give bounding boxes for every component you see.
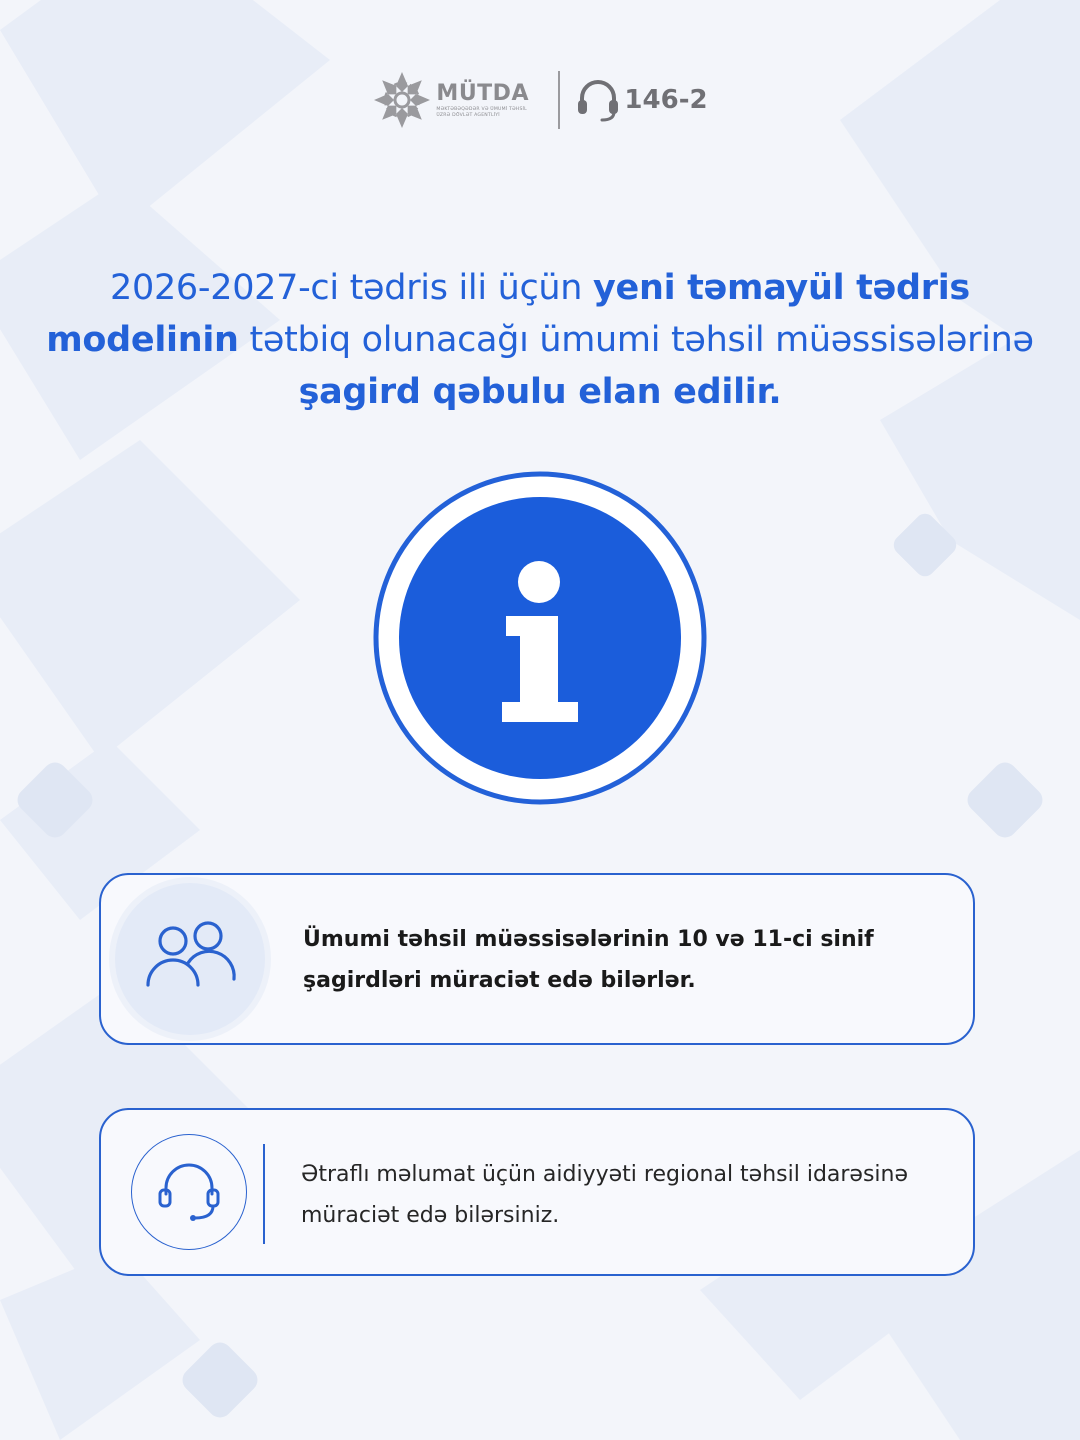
- headset-icon: [576, 76, 620, 124]
- header-divider: [558, 71, 560, 129]
- headline-bold-2: şagird qəbulu elan edilir.: [298, 372, 782, 412]
- hotline-number: 146-2: [624, 84, 708, 115]
- eligibility-card: [99, 873, 975, 1045]
- headset-icon: [147, 1150, 231, 1234]
- headline-part-1: 2026-2027-ci tədris ili üçün: [110, 268, 593, 308]
- logo-name: MÜTDA: [436, 80, 529, 106]
- logo-subtitle: MƏKTƏBƏQƏDƏR VƏ ÜMUMİ TƏHSİL ÜZRƏ DÖVLƏT AGENTLİYİ: [436, 106, 527, 118]
- headline-part-2: tətbiq olunacağı ümumi təhsil müəssisələrinə: [238, 320, 1034, 360]
- headset-icon-circle: [131, 1134, 247, 1250]
- header: [0, 62, 1080, 137]
- headline: [40, 262, 1040, 418]
- ornament-logo-icon: [372, 70, 432, 130]
- contact-card: [99, 1108, 975, 1276]
- contact-text: Ətraflı məlumat üçün aidiyyəti regional təhsil idarəsinə müraciət edə bilərsiniz.: [301, 1162, 909, 1228]
- card-divider: [263, 1144, 265, 1244]
- headline-bold-1: yeni təmayül tədris modelinin: [46, 268, 970, 360]
- info-icon: [372, 470, 708, 806]
- mutda-logo: [372, 70, 540, 130]
- hotline[interactable]: [576, 76, 707, 124]
- people-icon: [142, 919, 238, 999]
- people-icon-circle: [115, 883, 265, 1035]
- eligibility-text: Ümumi təhsil müəssisələrinin 10 və 11-ci sinif şagirdləri müraciət edə bilərlər.: [303, 927, 874, 993]
- info-badge: [372, 470, 708, 806]
